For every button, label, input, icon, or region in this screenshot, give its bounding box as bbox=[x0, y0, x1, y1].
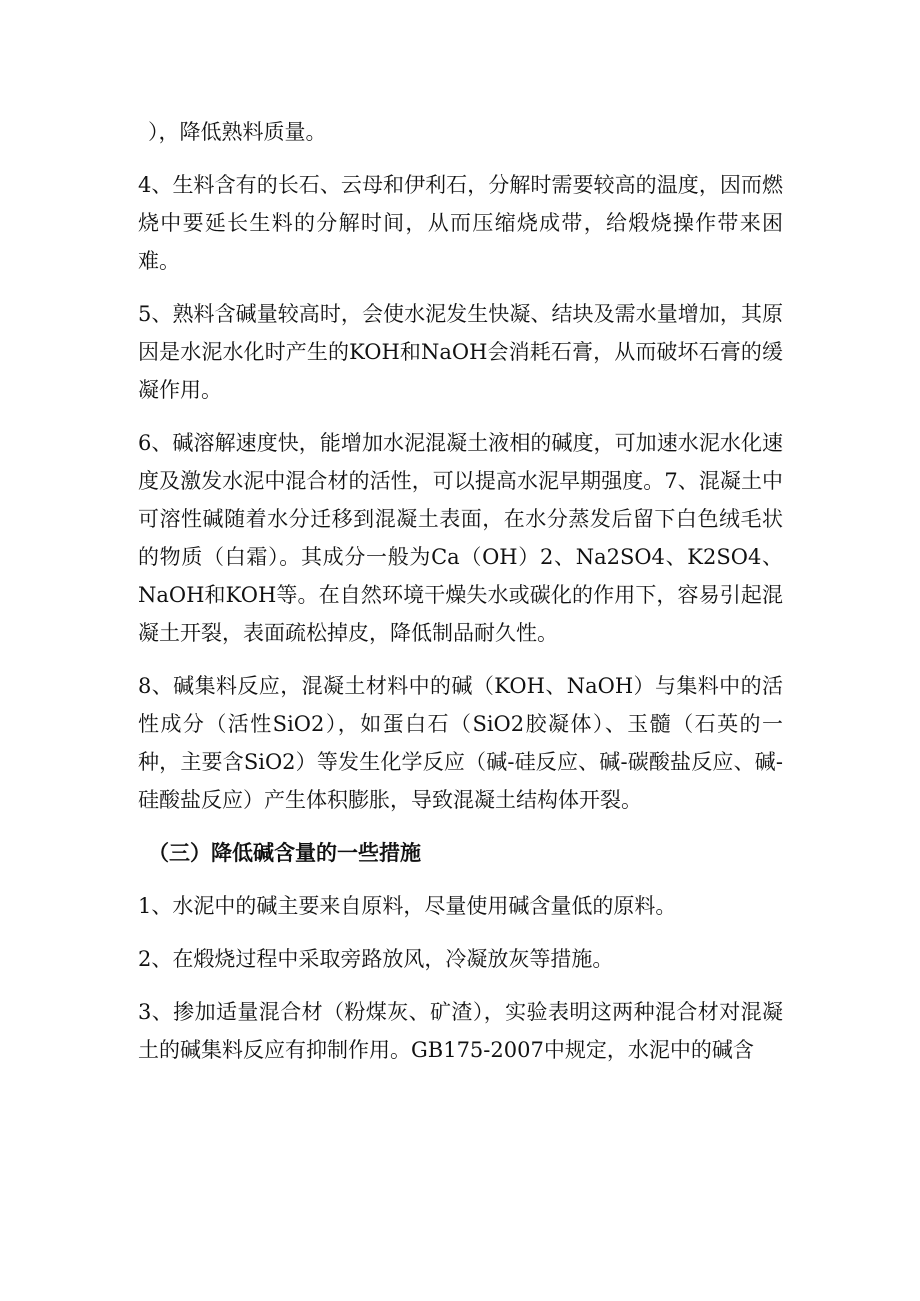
paragraph-item-4: 4、生料含有的长石、云母和伊利石，分解时需要较高的温度，因而燃烧中要延长生料的分解时间，从而压缩烧成带，给煅烧操作带来困难。 bbox=[138, 173, 783, 273]
paragraph-continuation: ），降低熟料质量。 bbox=[148, 120, 327, 144]
paragraph-item-6-7: 6、碱溶解速度快，能增加水泥混凝土液相的碱度，可加速水泥水化速度及激发水泥中混合材的活性，可以提高水泥早期强度。7、混凝土中可溶性碱随着水分迁移到混凝土表面，在水分蒸发后留下白色绒毛状的物质（白霜）。其成分一般为Ca（OH）2、Na2SO4、K2SO4、NaOH和KOH等。在自然环境干燥失水或碳化的作用下，容易引起混凝土开裂，表面疏松掉皮，降低制品耐久性。 bbox=[138, 431, 783, 645]
document-body bbox=[138, 113, 783, 1084]
paragraph-item-8: 8、碱集料反应，混凝土材料中的碱（KOH、NaOH）与集料中的活性成分（活性SiO2），如蛋白石（SiO2胶凝体）、玉髓（石英的一种，主要含SiO2）等发生化学反应（碱-硅反应、碱-碳酸盐反应、碱-硅酸盐反应）产生体积膨胀，导致混凝土结构体开裂。 bbox=[138, 674, 783, 812]
measure-item-1: 1、水泥中的碱主要来自原料，尽量使用碱含量低的原料。 bbox=[138, 894, 677, 918]
section-heading: （三）降低碱含量的一些措施 bbox=[148, 841, 421, 865]
measure-item-2: 2、在煅烧过程中采取旁路放风，冷凝放灰等措施。 bbox=[138, 947, 614, 971]
paragraph-item-5: 5、熟料含碱量较高时，会使水泥发生快凝、结块及需水量增加，其原因是水泥水化时产生的KOH和NaOH会消耗石膏，从而破坏石膏的缓凝作用。 bbox=[138, 302, 783, 402]
measure-item-3: 3、掺加适量混合材（粉煤灰、矿渣），实验表明这两种混合材对混凝土的碱集料反应有抑制作用。GB175-2007中规定，水泥中的碱含 bbox=[138, 1000, 783, 1062]
